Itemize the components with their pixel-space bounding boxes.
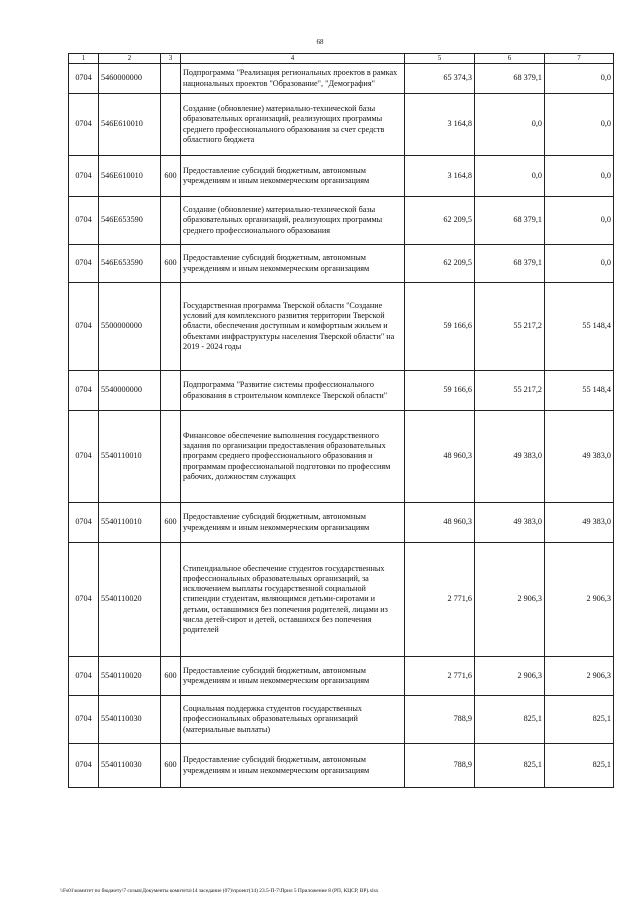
table-row <box>69 245 614 283</box>
name-cell: Финансовое обеспечение выполнения государственного задания по организации предоставления образовательных программ среднего профессионального образования и программам профессиональной подготовки по профессиям рабочих, должностям служащих <box>181 411 405 503</box>
section-cell: 0704 <box>69 156 99 197</box>
name-cell: Предоставление субсидий бюджетным, автономным учреждениям и иным некоммерческим организациям <box>181 245 405 283</box>
amount-2022-cell: 55 217,2 <box>475 283 545 371</box>
target-article-cell: 5540110010 <box>99 503 161 543</box>
amount-2023-cell: 2 906,3 <box>545 657 614 696</box>
expense-type-cell: 600 <box>161 657 181 696</box>
amount-2021-cell: 48 960,3 <box>405 503 475 543</box>
amount-2023-cell: 0,0 <box>545 245 614 283</box>
amount-2022-cell: 825,1 <box>475 744 545 788</box>
section-cell: 0704 <box>69 543 99 657</box>
amount-2022-cell: 0,0 <box>475 156 545 197</box>
amount-2022-cell: 68 379,1 <box>475 197 545 245</box>
amount-2021-cell: 3 164,8 <box>405 156 475 197</box>
amount-2022-cell: 68 379,1 <box>475 64 545 94</box>
expense-type-cell <box>161 197 181 245</box>
name-cell: Создание (обновление) материально-технической базы образовательных организаций, реализующих программы среднего профессионального образования <box>181 197 405 245</box>
target-article-cell: 5500000000 <box>99 283 161 371</box>
amount-2021-cell: 62 209,5 <box>405 245 475 283</box>
target-article-cell: 546E610010 <box>99 156 161 197</box>
target-article-cell: 5540110010 <box>99 411 161 503</box>
name-cell: Государственная программа Тверской области "Создание условий для комплексного развития территории Тверской области, обеспечения доступным и комфортным жильем и объектами инфраструктуры населения Тверской области" на 2019 - 2024 годы <box>181 283 405 371</box>
section-cell: 0704 <box>69 283 99 371</box>
table-row <box>69 744 614 788</box>
amount-2021-cell: 2 771,6 <box>405 543 475 657</box>
column-number: 6 <box>475 54 545 64</box>
amount-2023-cell: 49 383,0 <box>545 503 614 543</box>
expense-type-cell <box>161 696 181 744</box>
target-article-cell: 5540110020 <box>99 657 161 696</box>
expense-type-cell <box>161 411 181 503</box>
amount-2023-cell: 0,0 <box>545 94 614 156</box>
target-article-cell: 5540110030 <box>99 744 161 788</box>
amount-2023-cell: 825,1 <box>545 744 614 788</box>
table-row <box>69 543 614 657</box>
amount-2023-cell: 55 148,4 <box>545 283 614 371</box>
section-cell: 0704 <box>69 371 99 411</box>
name-cell: Предоставление субсидий бюджетным, автономным учреждениям и иным некоммерческим организациям <box>181 744 405 788</box>
amount-2023-cell: 0,0 <box>545 64 614 94</box>
target-article-cell: 5540110020 <box>99 543 161 657</box>
column-number: 7 <box>545 54 614 64</box>
amount-2022-cell: 2 906,3 <box>475 543 545 657</box>
amount-2023-cell: 2 906,3 <box>545 543 614 657</box>
amount-2022-cell: 0,0 <box>475 94 545 156</box>
budget-table <box>68 53 614 788</box>
column-number: 3 <box>161 54 181 64</box>
amount-2023-cell: 55 148,4 <box>545 371 614 411</box>
column-number: 5 <box>405 54 475 64</box>
name-cell: Подпрограмма "Развитие системы профессионального образования в строительном комплексе Тверской области" <box>181 371 405 411</box>
column-number: 2 <box>99 54 161 64</box>
amount-2022-cell: 49 383,0 <box>475 411 545 503</box>
amount-2023-cell: 0,0 <box>545 156 614 197</box>
amount-2022-cell: 49 383,0 <box>475 503 545 543</box>
name-cell: Социальная поддержка студентов государственных профессиональных образовательных организаций (материальные выплаты) <box>181 696 405 744</box>
amount-2022-cell: 2 906,3 <box>475 657 545 696</box>
section-cell: 0704 <box>69 657 99 696</box>
table-row <box>69 657 614 696</box>
section-cell: 0704 <box>69 503 99 543</box>
amount-2022-cell: 55 217,2 <box>475 371 545 411</box>
amount-2021-cell: 59 166,6 <box>405 371 475 411</box>
expense-type-cell: 600 <box>161 156 181 197</box>
target-article-cell: 546E653590 <box>99 245 161 283</box>
amount-2021-cell: 2 771,6 <box>405 657 475 696</box>
expense-type-cell <box>161 371 181 411</box>
amount-2022-cell: 825,1 <box>475 696 545 744</box>
section-cell: 0704 <box>69 696 99 744</box>
target-article-cell: 546E610010 <box>99 94 161 156</box>
name-cell: Стипендиальное обеспечение студентов государственных профессиональных образовательных организаций, за исключением выплаты государственной социальной стипендии студентам, являющимся детьми-сиротами и детьми, оставшимися без попечения родителей, лицами из числа детей-сирот и детей, оставшихся без попечения родителей <box>181 543 405 657</box>
amount-2021-cell: 788,9 <box>405 696 475 744</box>
section-cell: 0704 <box>69 744 99 788</box>
table-body <box>69 64 614 788</box>
expense-type-cell <box>161 283 181 371</box>
table-row <box>69 371 614 411</box>
column-number: 4 <box>181 54 405 64</box>
table-row <box>69 64 614 94</box>
name-cell: Подпрограмма "Реализация региональных проектов в рамках национальных проектов "Образование", "Демография" <box>181 64 405 94</box>
expense-type-cell <box>161 64 181 94</box>
name-cell: Предоставление субсидий бюджетным, автономным учреждениям и иным некоммерческим организациям <box>181 156 405 197</box>
section-cell: 0704 <box>69 245 99 283</box>
name-cell: Предоставление субсидий бюджетным, автономным учреждениям и иным некоммерческим организациям <box>181 657 405 696</box>
expense-type-cell <box>161 94 181 156</box>
expense-type-cell <box>161 543 181 657</box>
expense-type-cell: 600 <box>161 245 181 283</box>
section-cell: 0704 <box>69 411 99 503</box>
amount-2023-cell: 0,0 <box>545 197 614 245</box>
section-cell: 0704 <box>69 64 99 94</box>
file-path-footer: \\Fs01\комитет по бюджету\7 созыв\Документы комитета\14 заседание (07)\проект(14) 23.5-П-7\Прил 5 Приложение 8 (РП, КЦСР, ВР).xlsx <box>60 888 379 894</box>
table-row <box>69 197 614 245</box>
amount-2023-cell: 49 383,0 <box>545 411 614 503</box>
target-article-cell: 5540000000 <box>99 371 161 411</box>
target-article-cell: 5460000000 <box>99 64 161 94</box>
amount-2021-cell: 788,9 <box>405 744 475 788</box>
amount-2021-cell: 3 164,8 <box>405 94 475 156</box>
amount-2021-cell: 62 209,5 <box>405 197 475 245</box>
target-article-cell: 546E653590 <box>99 197 161 245</box>
amount-2021-cell: 65 374,3 <box>405 64 475 94</box>
expense-type-cell: 600 <box>161 503 181 543</box>
page-number: 68 <box>316 38 324 46</box>
name-cell: Создание (обновление) материально-технической базы образовательных организаций, реализующих программы среднего профессионального образования за счет средств областного бюджета <box>181 94 405 156</box>
column-number-row <box>69 54 614 64</box>
amount-2023-cell: 825,1 <box>545 696 614 744</box>
section-cell: 0704 <box>69 94 99 156</box>
column-number: 1 <box>69 54 99 64</box>
amount-2022-cell: 68 379,1 <box>475 245 545 283</box>
table-row <box>69 94 614 156</box>
name-cell: Предоставление субсидий бюджетным, автономным учреждениям и иным некоммерческим организациям <box>181 503 405 543</box>
expense-type-cell: 600 <box>161 744 181 788</box>
amount-2021-cell: 48 960,3 <box>405 411 475 503</box>
table-row <box>69 411 614 503</box>
table-row <box>69 696 614 744</box>
table-row <box>69 156 614 197</box>
target-article-cell: 5540110030 <box>99 696 161 744</box>
amount-2021-cell: 59 166,6 <box>405 283 475 371</box>
section-cell: 0704 <box>69 197 99 245</box>
table-row <box>69 503 614 543</box>
table-row <box>69 283 614 371</box>
